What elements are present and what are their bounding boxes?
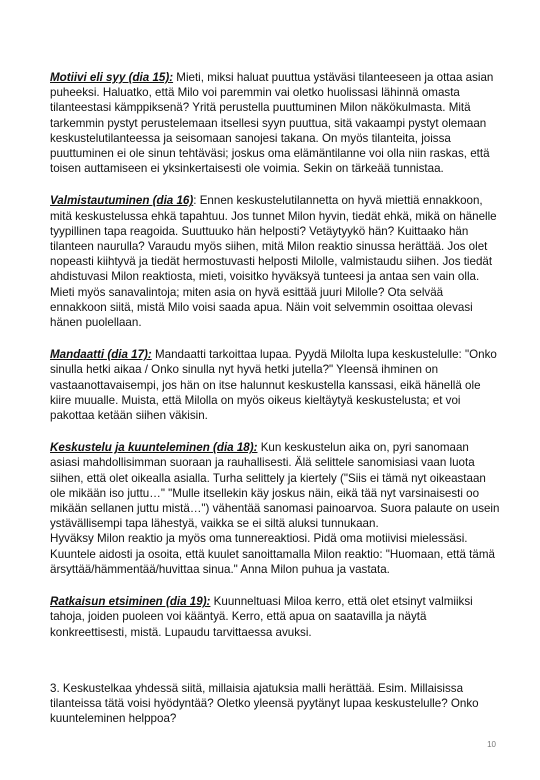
- section-text: Kuunneltuasi Miloa kerro, että olet etsinyt valmiiksi tahoja, joiden puoleen voi kääntyä. Kerro, että apua on saatavilla ja näytä konkreettisesti, mistä. Lupaudu tarvittaessa avuksi.: [50, 595, 473, 639]
- section-text: Mieti, miksi haluat puuttua ystäväsi tilanteeseen ja ottaa asian puheeksi. Haluatko, että Milo voi paremmin vai oletko huolissasi lähinnä omasta tilanteestasi kämppiksenä? Yritä perustella puuttuminen Milon näkökulmasta. Mitä tarkemmin pystyt perustelemaan itsellesi syyn puuttua, sitä vakaampi pystyt olemaan keskustelutilanteessa ja seisomaan sanojesi takana. On myös tilanteita, joissa puuttuminen ei ole sinun tehtäväsi; joskus oma elämäntilanne voi olla niin raskas, että toisen auttamiseen ei yksinkertaisesti ole voimia. Sekin on tärkeää tunnistaa.: [50, 71, 494, 176]
- section-mandate: [50, 347, 500, 423]
- section-heading: Ratkaisun etsiminen (dia 19):: [50, 595, 211, 609]
- section-discussion: [50, 440, 500, 577]
- section-heading: Mandaatti (dia 17):: [50, 348, 152, 362]
- section-text-continued: Hyväksy Milon reaktio ja myös oma tunnereaktiosi. Pidä oma motiivisi mielessäsi. Kuuntele aidosti ja osoita, että kuulet sanoittamalla Milon reaktio: "Huomaan, että tämä ärsyttää/hämmentää/huvittaa sinua." Anna Milon puhua ja vastata.: [50, 532, 495, 576]
- section-heading: Motiivi eli syy (dia 15):: [50, 71, 174, 84]
- section-motive: [50, 70, 500, 176]
- section-solution: [50, 594, 500, 640]
- section-heading: Keskustelu ja kuunteleminen (dia 18):: [50, 441, 258, 455]
- section-heading: Valmistautuminen (dia 16): [50, 194, 194, 208]
- section-text: Mandaatti tarkoittaa lupaa. Pyydä Milolta lupa keskustelulle: "Onko sinulla hetki aikaa / Onko sinulla nyt hyvä hetki jutella?" Yleensä ihminen on vastaanottavaisempi, jos hän on itse halunnut keskustella kanssasi, eikä hänellä ole kiire muualle. Muista, että Milolla on myös oikeus kieltäytyä keskustelusta; et voi pakottaa ketään siihen väkisin.: [50, 348, 497, 423]
- document-body: [50, 70, 500, 726]
- section-text: Kun keskustelun aika on, pyri sanomaan asiasi mahdollisimman suoraan ja rauhallisesti. Älä selittele sanomisiasi vaan luota siihen, että olet oikealla asialla. Turha selittely ja kiertely ("Siis ei tämä nyt oikeastaan ole mikään iso juttu…" "Mulle itsellekin käy joskus näin, eikä tää nyt varsinaisesti oo mikään sellanen juttu mistä…") vähentää sanomasi painoarvoa. Suora palaute on usein ystävällisempi tapa lähestyä, vaikka se ei siltä aluksi tunnukaan.: [50, 441, 500, 531]
- section-preparation: [50, 193, 500, 330]
- page-number: 10: [487, 740, 496, 749]
- discussion-question: 3. Keskustelkaa yhdessä siitä, millaisia ajatuksia malli herättää. Esim. Millaisissa tilanteissa tätä voisi hyödyntää? Oletko yleensä pyytänyt lupaa keskustelulle? Onko kuunteleminen helppoa?: [50, 681, 479, 726]
- section-text: : Ennen keskustelutilannetta on hyvä miettiä ennakkoon, mitä keskustelussa ehkä tapahtuu. Jos tunnet Milon hyvin, tiedät ehkä, mikä on hänelle tyypillinen tapa reagoida. Suuttuuko hän helposti? Vetäytyykö hän? Kuittaako hän tilanteen naurulla? Varaudu myös siihen, mitä Milon reaktio sinussa herättää. Jos olet nopeasti kiihtyvä ja tiedät hermostuvasti helposti Milolle, valmistaudu siihen. Jos tiedät ahdistuvasi Milon reaktiosta, mieti, voisitko hyväksyä tunteesi ja antaa sen vain olla. Mieti myös sanavalintoja; miten asia on hyvä esittää juuri Milolle? Ota selvää ennakkoon siitä, mistä Milo voisi saada apua. Näin voit selvemmin osoittaa olevasi hänen puolellaan.: [50, 194, 497, 330]
